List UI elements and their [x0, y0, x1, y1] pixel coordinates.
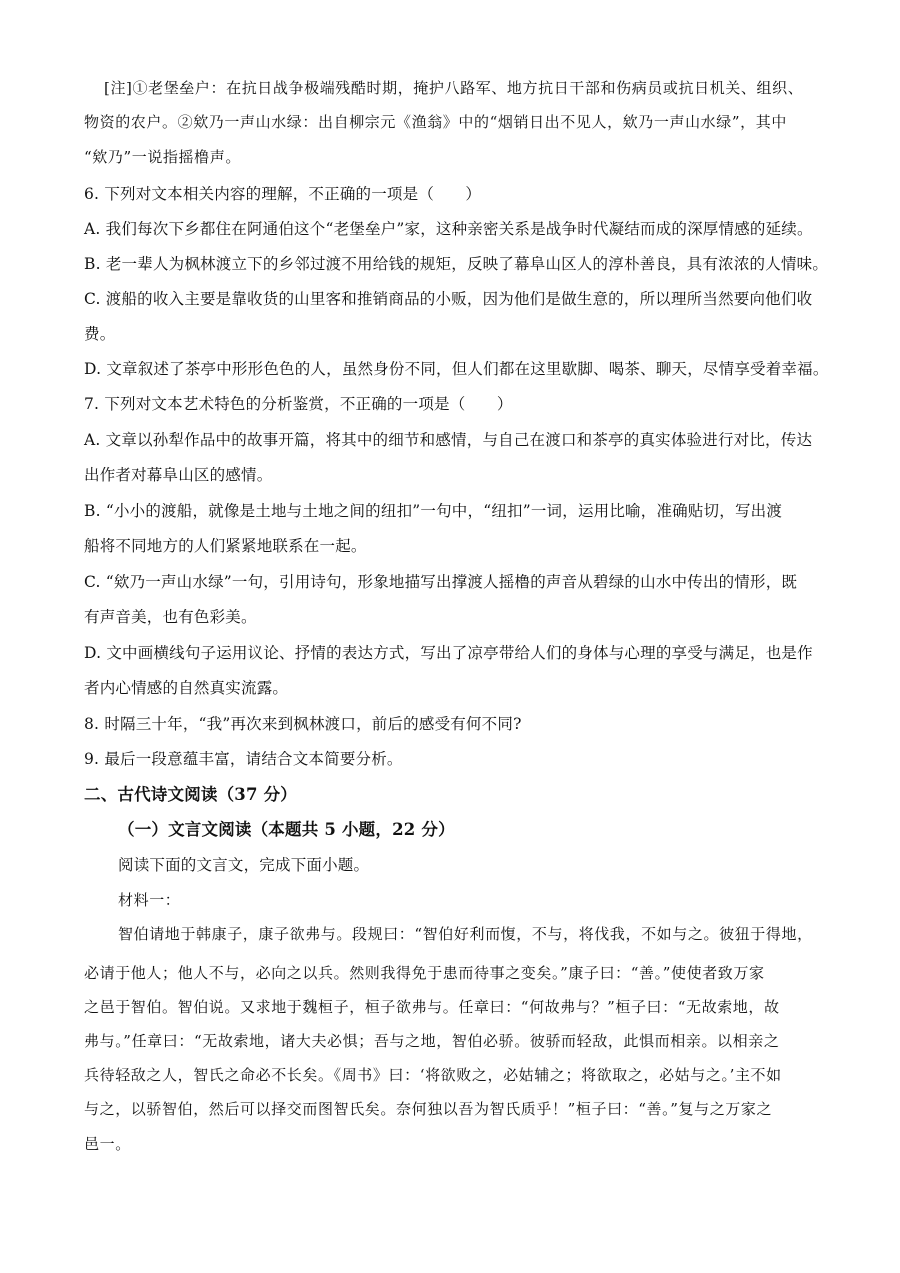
instruction: 阅读下面的文言文，完成下面小题。: [118, 856, 370, 874]
passage-line-2: 必请于他人；他人不与，必向之以兵。然则我得免于患而待事之变矣。”康子曰：“善。”使使者致万家: [84, 964, 765, 982]
passage-line-4: 弗与。”任章曰：“无故索地，诸大夫必惧；吾与之地，智伯必骄。彼骄而轻敌，此惧而相亲。以相亲之: [84, 1032, 780, 1050]
q7-option-c: C. “欸乃一声山水绿”一句，引用诗句，形象地描写出撑渡人摇橹的声音从碧绿的山水中传出的情形，既: [84, 573, 798, 591]
q6-option-c-cont: 费。: [84, 325, 116, 343]
passage-line-3: 之邑于智伯。智伯说。又求地于魏桓子，桓子欲弗与。任章曰：“何故弗与？”桓子曰：“无故索地，故: [84, 998, 780, 1016]
q6-option-d: D. 文章叙述了茶亭中形形色色的人，虽然身份不同，但人们都在这里歇脚、喝茶、聊天，尽情享受着幸福。: [84, 360, 829, 378]
q7-option-d-cont: 者内心情感的自然真实流露。: [84, 679, 289, 697]
q6-stem: 6. 下列对文本相关内容的理解，不正确的一项是（ ）: [84, 185, 482, 203]
passage-line-1: 智伯请地于韩康子，康子欲弗与。段规曰：“智伯好利而愎，不与，将伐我，不如与之。彼狃于得地，: [118, 925, 813, 943]
passage-line-7: 邑一。: [84, 1135, 131, 1153]
q6-option-a: A. 我们每次下乡都住在阿通伯这个“老堡垒户”家，这种亲密关系是战争时代凝结而成的深厚情感的延续。: [84, 220, 813, 238]
note-line-2: 物资的农户。②欸乃一声山水绿：出自柳宗元《渔翁》中的“烟销日出不见人，欸乃一声山水绿”，其中: [84, 113, 787, 131]
passage-line-5: 兵待轻敌之人，智氏之命必不长矣。《周书》曰：‘将欲败之，必姑辅之；将欲取之，必姑与之。’主不如: [84, 1066, 782, 1084]
q6-option-b: B. 老一辈人为枫林渡立下的乡邻过渡不用给钱的规矩，反映了幕阜山区人的淳朴善良，具有浓浓的人情味。: [84, 255, 829, 273]
q7-option-c-cont: 有声音美，也有色彩美。: [84, 608, 257, 626]
q8: 8. 时隔三十年，“我”再次来到枫林渡口，前后的感受有何不同?: [84, 715, 522, 733]
material-label: 材料一：: [118, 891, 181, 909]
q7-option-d: D. 文中画横线句子运用议论、抒情的表达方式，写出了凉亭带给人们的身体与心理的享受与满足，也是作: [84, 644, 813, 662]
q7-option-b-cont: 船将不同地方的人们紧紧地联系在一起。: [84, 537, 367, 555]
section-heading: 二、古代诗文阅读（37 分）: [84, 785, 298, 804]
q7-option-a: A. 文章以孙犁作品中的故事开篇，将其中的细节和感情，与自己在渡口和茶亭的真实体验进行对比，传达: [84, 431, 813, 449]
note-line-3: “欸乃”一说指摇橹声。: [84, 148, 241, 166]
note-line-1: [注]①老堡垒户：在抗日战争极端残酷时期，掩护八路军、地方抗日干部和伤病员或抗日机关、组织、: [104, 79, 804, 97]
q7-option-b: B. “小小的渡船，就像是土地与土地之间的纽扣”一句中，“纽扣”一词，运用比喻，准确贴切，写出渡: [84, 502, 783, 520]
passage-line-6: 与之，以骄智伯，然后可以择交而图智氏矣。奈何独以吾为智氏质乎！”桓子曰：“善。”复与之万家之: [84, 1100, 773, 1118]
q9: 9. 最后一段意蕴丰富，请结合文本简要分析。: [84, 750, 403, 768]
q7-stem: 7. 下列对文本艺术特色的分析鉴赏，不正确的一项是（ ）: [84, 395, 513, 413]
q7-option-a-cont: 出作者对幕阜山区的感情。: [84, 466, 273, 484]
sub-section-heading: （一）文言文阅读（本题共 5 小题，22 分）: [118, 820, 455, 839]
q6-option-c: C. 渡船的收入主要是靠收货的山里客和推销商品的小贩，因为他们是做生意的，所以理所当然要向他们收: [84, 290, 813, 308]
